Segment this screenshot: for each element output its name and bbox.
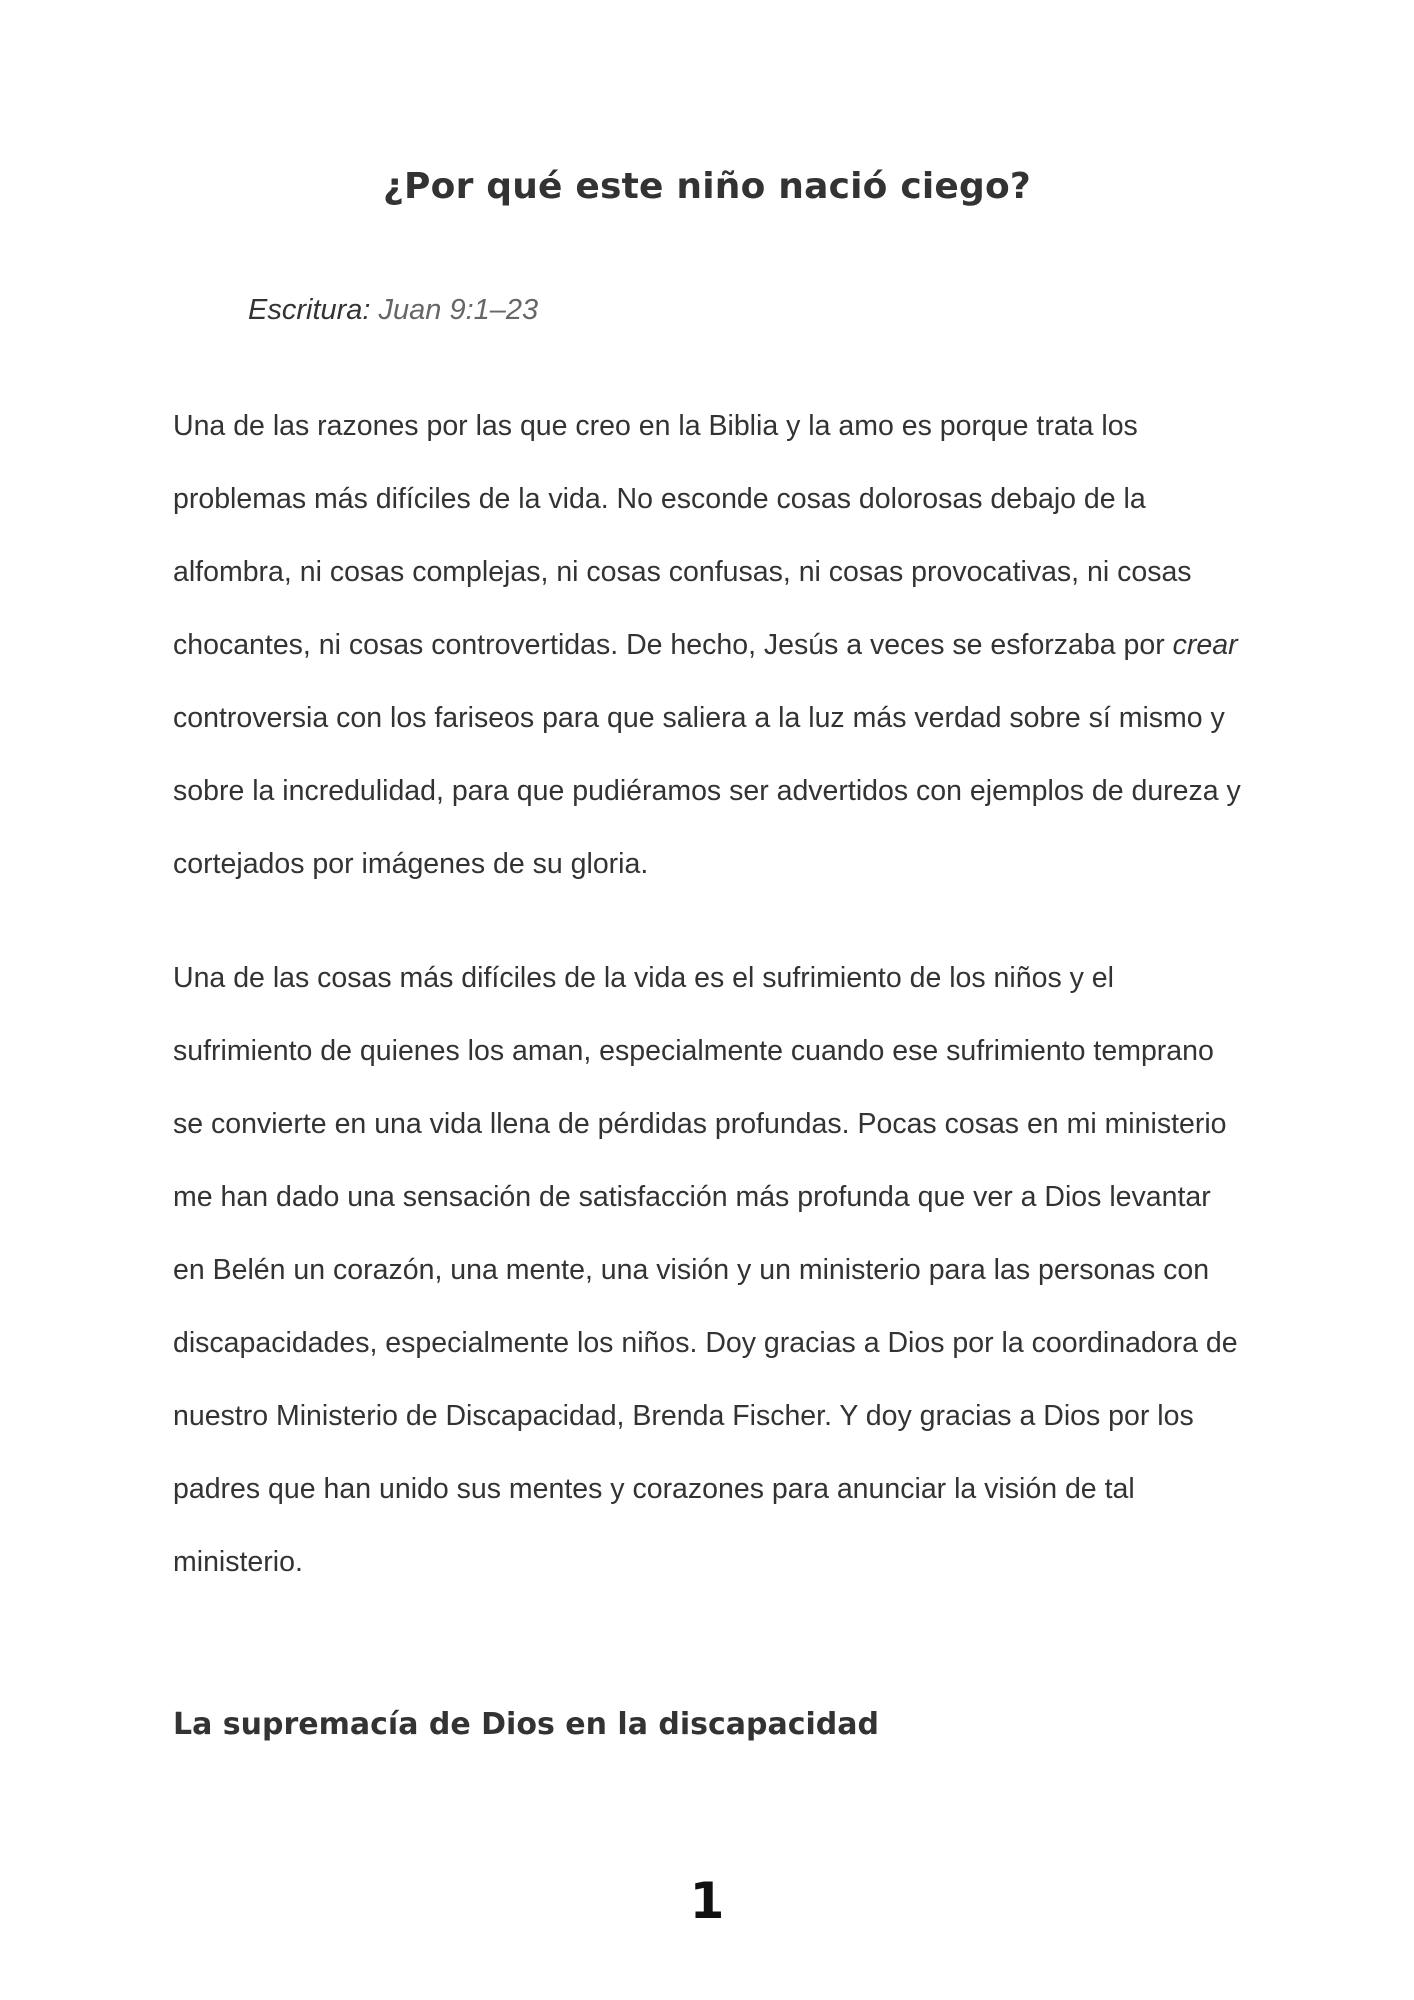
page-number: 1 bbox=[689, 1872, 725, 1930]
paragraph-line: problemas más difíciles de la vida. No esconde cosas dolorosas debajo de la bbox=[173, 483, 1146, 515]
paragraph-2 bbox=[173, 942, 1258, 1599]
paragraph-line: se convierte en una vida llena de pérdidas profundas. Pocas cosas en mi ministerio bbox=[173, 1108, 1227, 1140]
paragraph-line: nuestro Ministerio de Discapacidad, Brenda Fischer. Y doy gracias a Dios por los bbox=[173, 1400, 1194, 1432]
scripture-reference bbox=[248, 294, 538, 327]
paragraph-line bbox=[173, 609, 1258, 682]
page-title: ¿Por qué este niño nació ciego? bbox=[382, 166, 1032, 207]
scripture-label: Escritura: bbox=[248, 294, 371, 326]
paragraph-line: discapacidades, especialmente los niños. Doy gracias a Dios por la coordinadora de bbox=[173, 1327, 1238, 1359]
section-heading: La supremacía de Dios en la discapacidad bbox=[173, 1707, 879, 1742]
paragraph-line: en Belén un corazón, una mente, una visión y un ministerio para las personas con bbox=[173, 1254, 1210, 1286]
paragraph-1 bbox=[173, 390, 1258, 901]
scripture-passage: Juan 9:1–23 bbox=[378, 294, 539, 326]
paragraph-line: cortejados por imágenes de su gloria. bbox=[173, 848, 649, 880]
paragraph-line: me han dado una sensación de satisfacción más profunda que ver a Dios levantar bbox=[173, 1181, 1211, 1213]
paragraph-line: alfombra, ni cosas complejas, ni cosas confusas, ni cosas provocativas, ni cosas bbox=[173, 556, 1192, 588]
paragraph-line: ministerio. bbox=[173, 1546, 303, 1578]
paragraph-line: padres que han unido sus mentes y corazones para anunciar la visión de tal bbox=[173, 1473, 1135, 1505]
paragraph-line: sufrimiento de quienes los aman, especialmente cuando ese sufrimiento temprano bbox=[173, 1035, 1214, 1067]
paragraph-line: controversia con los fariseos para que saliera a la luz más verdad sobre sí mismo y bbox=[173, 702, 1225, 734]
paragraph-line: sobre la incredulidad, para que pudiéramos ser advertidos con ejemplos de dureza y bbox=[173, 775, 1241, 807]
paragraph-line-text: chocantes, ni cosas controvertidas. De hecho, Jesús a veces se esforzaba por bbox=[173, 629, 1173, 661]
paragraph-line: Una de las razones por las que creo en la Biblia y la amo es porque trata los bbox=[173, 410, 1138, 442]
emphasized-word: crear bbox=[1172, 629, 1238, 661]
paragraph-line: Una de las cosas más difíciles de la vida es el sufrimiento de los niños y el bbox=[173, 962, 1114, 994]
